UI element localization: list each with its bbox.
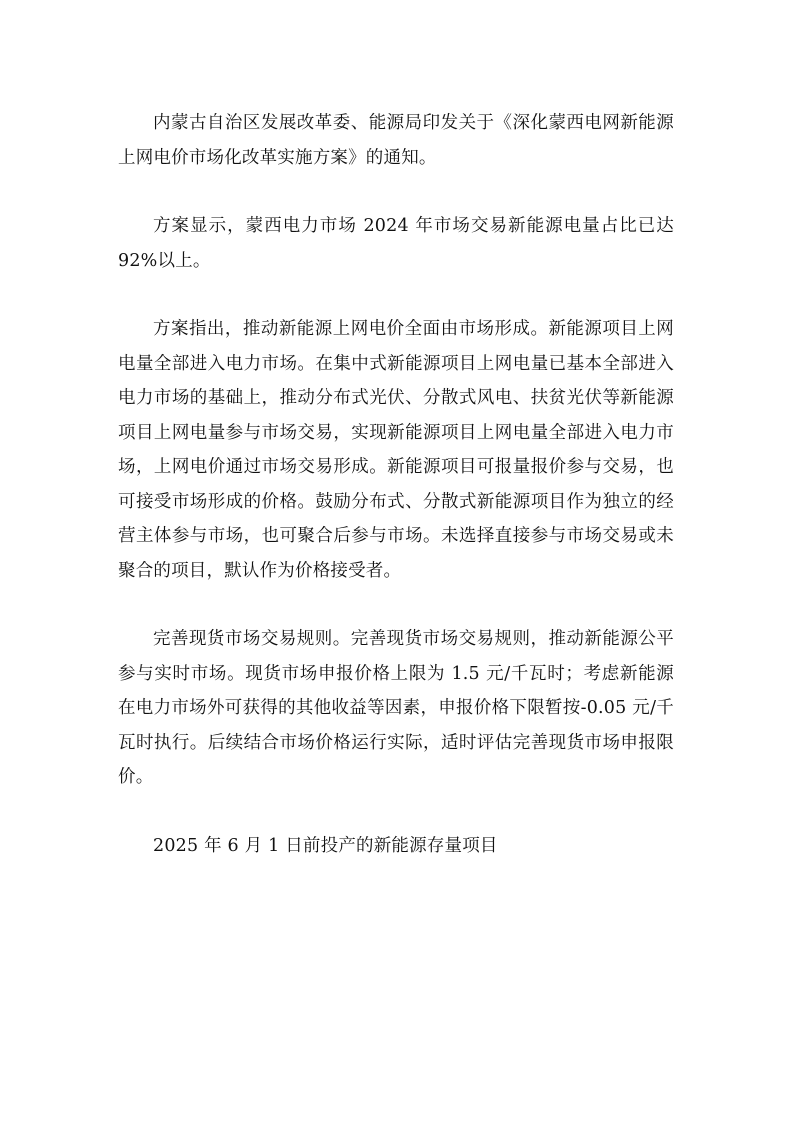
document-page	[118, 106, 674, 863]
paragraph-existing-projects: 2025 年 6 月 1 日前投产的新能源存量项目	[153, 835, 498, 856]
paragraph-notice-title: 内蒙古自治区发展改革委、能源局印发关于《深化蒙西电网新能源上网电价市场化改革实施方案》的通知。	[118, 113, 674, 168]
paragraph-spot-market-rules: 完善现货市场交易规则。完善现货市场交易规则，推动新能源公平参与实时市场。现货市场申报价格上限为 1.5 元/千瓦时；考虑新能源在电力市场外可获得的其他收益等因素，申报价格下限暂按-0.05 元/千瓦时执行。后续结合市场价格运行实际，适时评估完善现货市场申报限价。	[118, 629, 674, 787]
paragraph-market-share: 方案显示，蒙西电力市场 2024 年市场交易新能源电量占比已达92%以上。	[118, 216, 674, 271]
paragraph-plan-points: 方案指出，推动新能源上网电价全面由市场形成。新能源项目上网电量全部进入电力市场。在集中式新能源项目上网电量已基本全部进入电力市场的基础上，推动分布式光伏、分散式风电、扶贫光伏等新能源项目上网电量参与市场交易，实现新能源项目上网电量全部进入电力市场，上网电价通过市场交易形成。新能源项目可报量报价参与交易，也可接受市场形成的价格。鼓励分布式、分散式新能源项目作为独立的经营主体参与市场，也可聚合后参与市场。未选择直接参与市场交易或未聚合的项目，默认作为价格接受者。	[118, 319, 674, 581]
